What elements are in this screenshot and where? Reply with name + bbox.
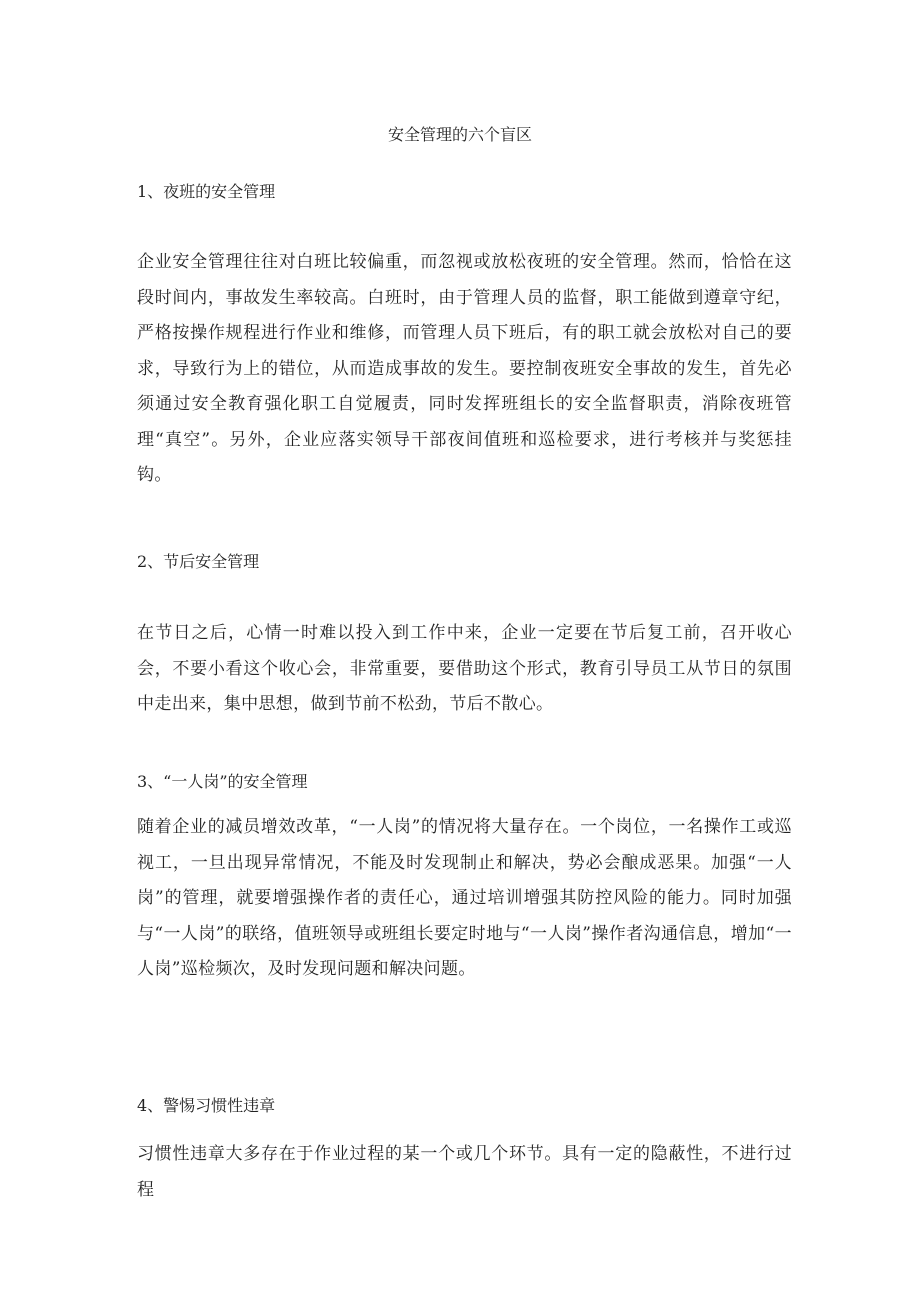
section-heading-single-post: 3、“一人岗”的安全管理 (137, 772, 308, 791)
section-heading-habitual-violation: 4、警惕习惯性违章 (137, 1096, 276, 1115)
document-title: 安全管理的六个盲区 (387, 125, 532, 144)
section-body-post-holiday: 在节日之后，心情一时难以投入到工作中来，企业一定要在节后复工前，召开收心会，不要小看这个收心会，非常重要，要借助这个形式，教育引导员工从节日的氛围中走出来，集中思想，做到节前不松劲，节后不散心。 (137, 623, 792, 714)
section-body-night-shift: 企业安全管理往往对白班比较偏重，而忽视或放松夜班的安全管理。然而，恰恰在这段时间内，事故发生率较高。白班时，由于管理人员的监督，职工能做到遵章守纪，严格按操作规程进行作业和维修，而管理人员下班后，有的职工就会放松对自己的要求，导致行为上的错位，从而造成事故的发生。要控制夜班安全事故的发生，首先必须通过安全教育强化职工自觉履责，同时发挥班组长的安全监督职责，消除夜班管理“真空”。另外，企业应落实领导干部夜间值班和巡检要求，进行考核并与奖惩挂钩。 (137, 252, 792, 485)
section-body-habitual-violation: 习惯性违章大多存在于作业过程的某一个或几个环节。具有一定的隐蔽性，不进行过程 (137, 1144, 792, 1200)
section-heading-post-holiday: 2、节后安全管理 (137, 552, 260, 571)
section-body-single-post: 随着企业的减员增效改革，“一人岗”的情况将大量存在。一个岗位，一名操作工或巡视工，一旦出现异常情况，不能及时发现制止和解决，势必会酿成恶果。加强“一人岗”的管理，就要增强操作者的责任心，通过培训增强其防控风险的能力。同时加强与“一人岗”的联络，值班领导或班组长要定时地与“一人岗”操作者沟通信息，增加“一人岗”巡检频次，及时发现问题和解决问题。 (137, 817, 792, 979)
section-heading-night-shift: 1、夜班的安全管理 (137, 182, 276, 201)
